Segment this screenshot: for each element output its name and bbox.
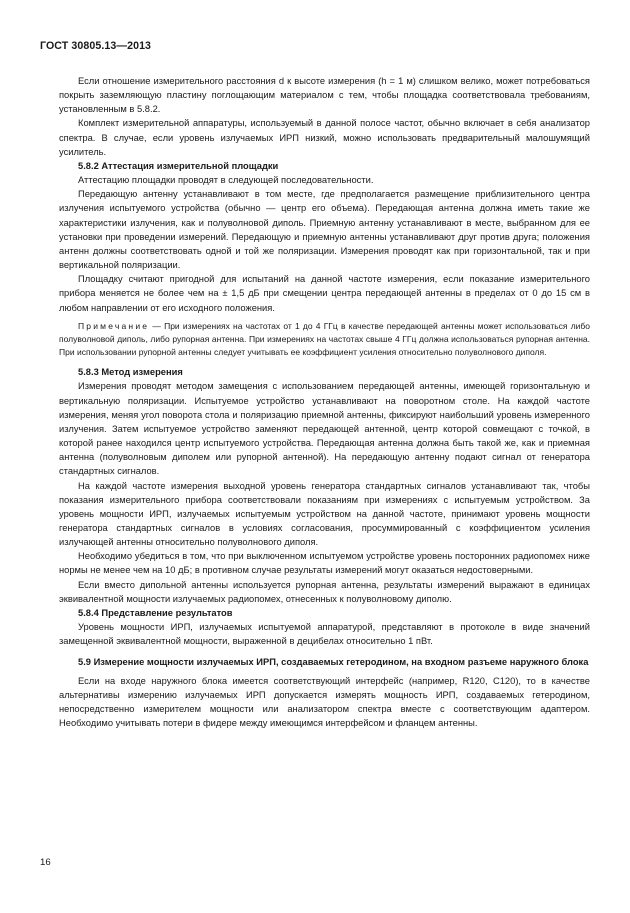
paragraph: На каждой частоте измерения выходной уровень генератора стандартных сигналов устанавливают так, чтобы показания измерительного прибора соответствовали показаниям при измерениях с испытуемым устройством. За уровень мощности ИРП, излучаемых испытуемым устройством на данной частоте, принимают уровень мощности генератора стандартных сигналов в условиях согласования, просуммированный с коэффициентом усиления излучающей антенны относительно полуволнового диполя. — [59, 480, 590, 548]
paragraph: Если на входе наружного блока имеется соответствующий интерфейс (например, R120, C120), то в качестве альтернативы измерению излучаемых ИРП допускается измерять мощность ИРП, создаваемых гетеродином, непосредственно измерителем мощности или анализатором спектра вместе с соответствующим адаптером. Необходимо учитывать потери в фидере между имеющимся интерфейсом и фланцем антенны. — [59, 675, 590, 729]
page-content — [59, 74, 590, 730]
paragraph: Измерения проводят методом замещения с использованием передающей антенны, имеющей горизонтальную и вертикальную поляризации. Испытуемое устройство устанавливают на поворотном столе. На каждой частоте измерения, меняя угол поворота стола и поляризацию приемной антенны, фиксируют наибольший уровень измеренного излучения. Затем испытуемое устройство заменяют передающей антенной, центр которой совмещают с точкой, в которой ранее находился центр испытуемого устройства. Передающая антенна должна быть такой же, как и приемная антенна (полуволновым диполем или рупорной антенной). На передающую антенну подают сигнал от генератора стандартных сигналов. — [59, 381, 590, 477]
paragraph: Аттестацию площадки проводят в следующей последовательности. — [78, 175, 374, 186]
paragraph: Площадку считают пригодной для испытаний на данной частоте измерения, если показание измерительного прибора меняется не более чем на ± 1,5 дБ при смещении центра передающей антенны в пределах от 0 до 15 см в любом направлении от его исходного положения. — [59, 274, 590, 313]
note-block — [59, 320, 590, 360]
paragraph: Уровень мощности ИРП, излучаемых испытуемой аппаратурой, представляют в протоколе в виде значений замещенной эквивалентной мощности, выраженной в децибелах относительно 1 пВт. — [59, 622, 590, 647]
section-heading-5-8-3: 5.8.3 Метод измерения — [78, 367, 183, 378]
note-label: Примечание — [78, 320, 150, 331]
section-heading-5-8-4: 5.8.4 Представление результатов — [78, 607, 233, 618]
section-heading-5-9: 5.9 Измерение мощности излучаемых ИРП, создаваемых гетеродином, на входном разъеме наружного блока — [78, 657, 589, 668]
page-number: 16 — [40, 857, 51, 868]
paragraph: Передающую антенну устанавливают в том месте, где предполагается размещение приблизительного центра излучения испытуемого устройства (обычно — центр его объема). Передающая антенна должна иметь такие же характеристики излучения, как и полуволновой диполь. Приемную антенну устанавливают в месте, выбранном для ее установки при проведении измерений. Передающую и приемную антенны устанавливают друг против друга; положения антенн должны соответствовать одной и той же поляризации. Измерения проводят как при горизонтальной, так и при вертикальной поляризации. — [59, 189, 590, 271]
section-heading-5-8-2: 5.8.2 Аттестация измерительной площадки — [78, 160, 279, 171]
paragraph: Если отношение измерительного расстояния d к высоте измерения (h = 1 м) слишком велико, может потребоваться покрыть заземляющую пластину поглощающим материалом с тем, чтобы площадка соответствовала требованиям, установленным в 5.8.2. — [59, 76, 590, 115]
paragraph: Необходимо убедиться в том, что при выключенном испытуемом устройстве уровень посторонних радиопомех ниже нормы не менее чем на 10 дБ; в противном случае результаты измерений могут оказаться недостоверными. — [59, 551, 590, 576]
paragraph: Если вместо дипольной антенны используется рупорная антенна, результаты измерений выражают в единицах эквивалентной мощности излучаемых радиопомех, отнесенных к полуволновому диполю. — [59, 579, 590, 604]
paragraph: Комплект измерительной аппаратуры, используемый в данной полосе частот, обычно включает в себя анализатор спектра. В случае, если уровень излучаемых ИРП низкий, можно использовать предварительный малошумящий усилитель. — [59, 118, 590, 157]
note-text: — При измерениях на частотах от 1 до 4 ГГц в качестве передающей антенны может использоваться либо полуволновой диполь, либо рупорная антенна. При измерениях на частотах свыше 4 ГГц должна использоваться рупорная антенна. При использовании рупорной антенны следует учитывать ее коэффициент усиления относительно полуволнового диполя. — [59, 320, 590, 358]
document-header: ГОСТ 30805.13—2013 — [40, 40, 152, 52]
